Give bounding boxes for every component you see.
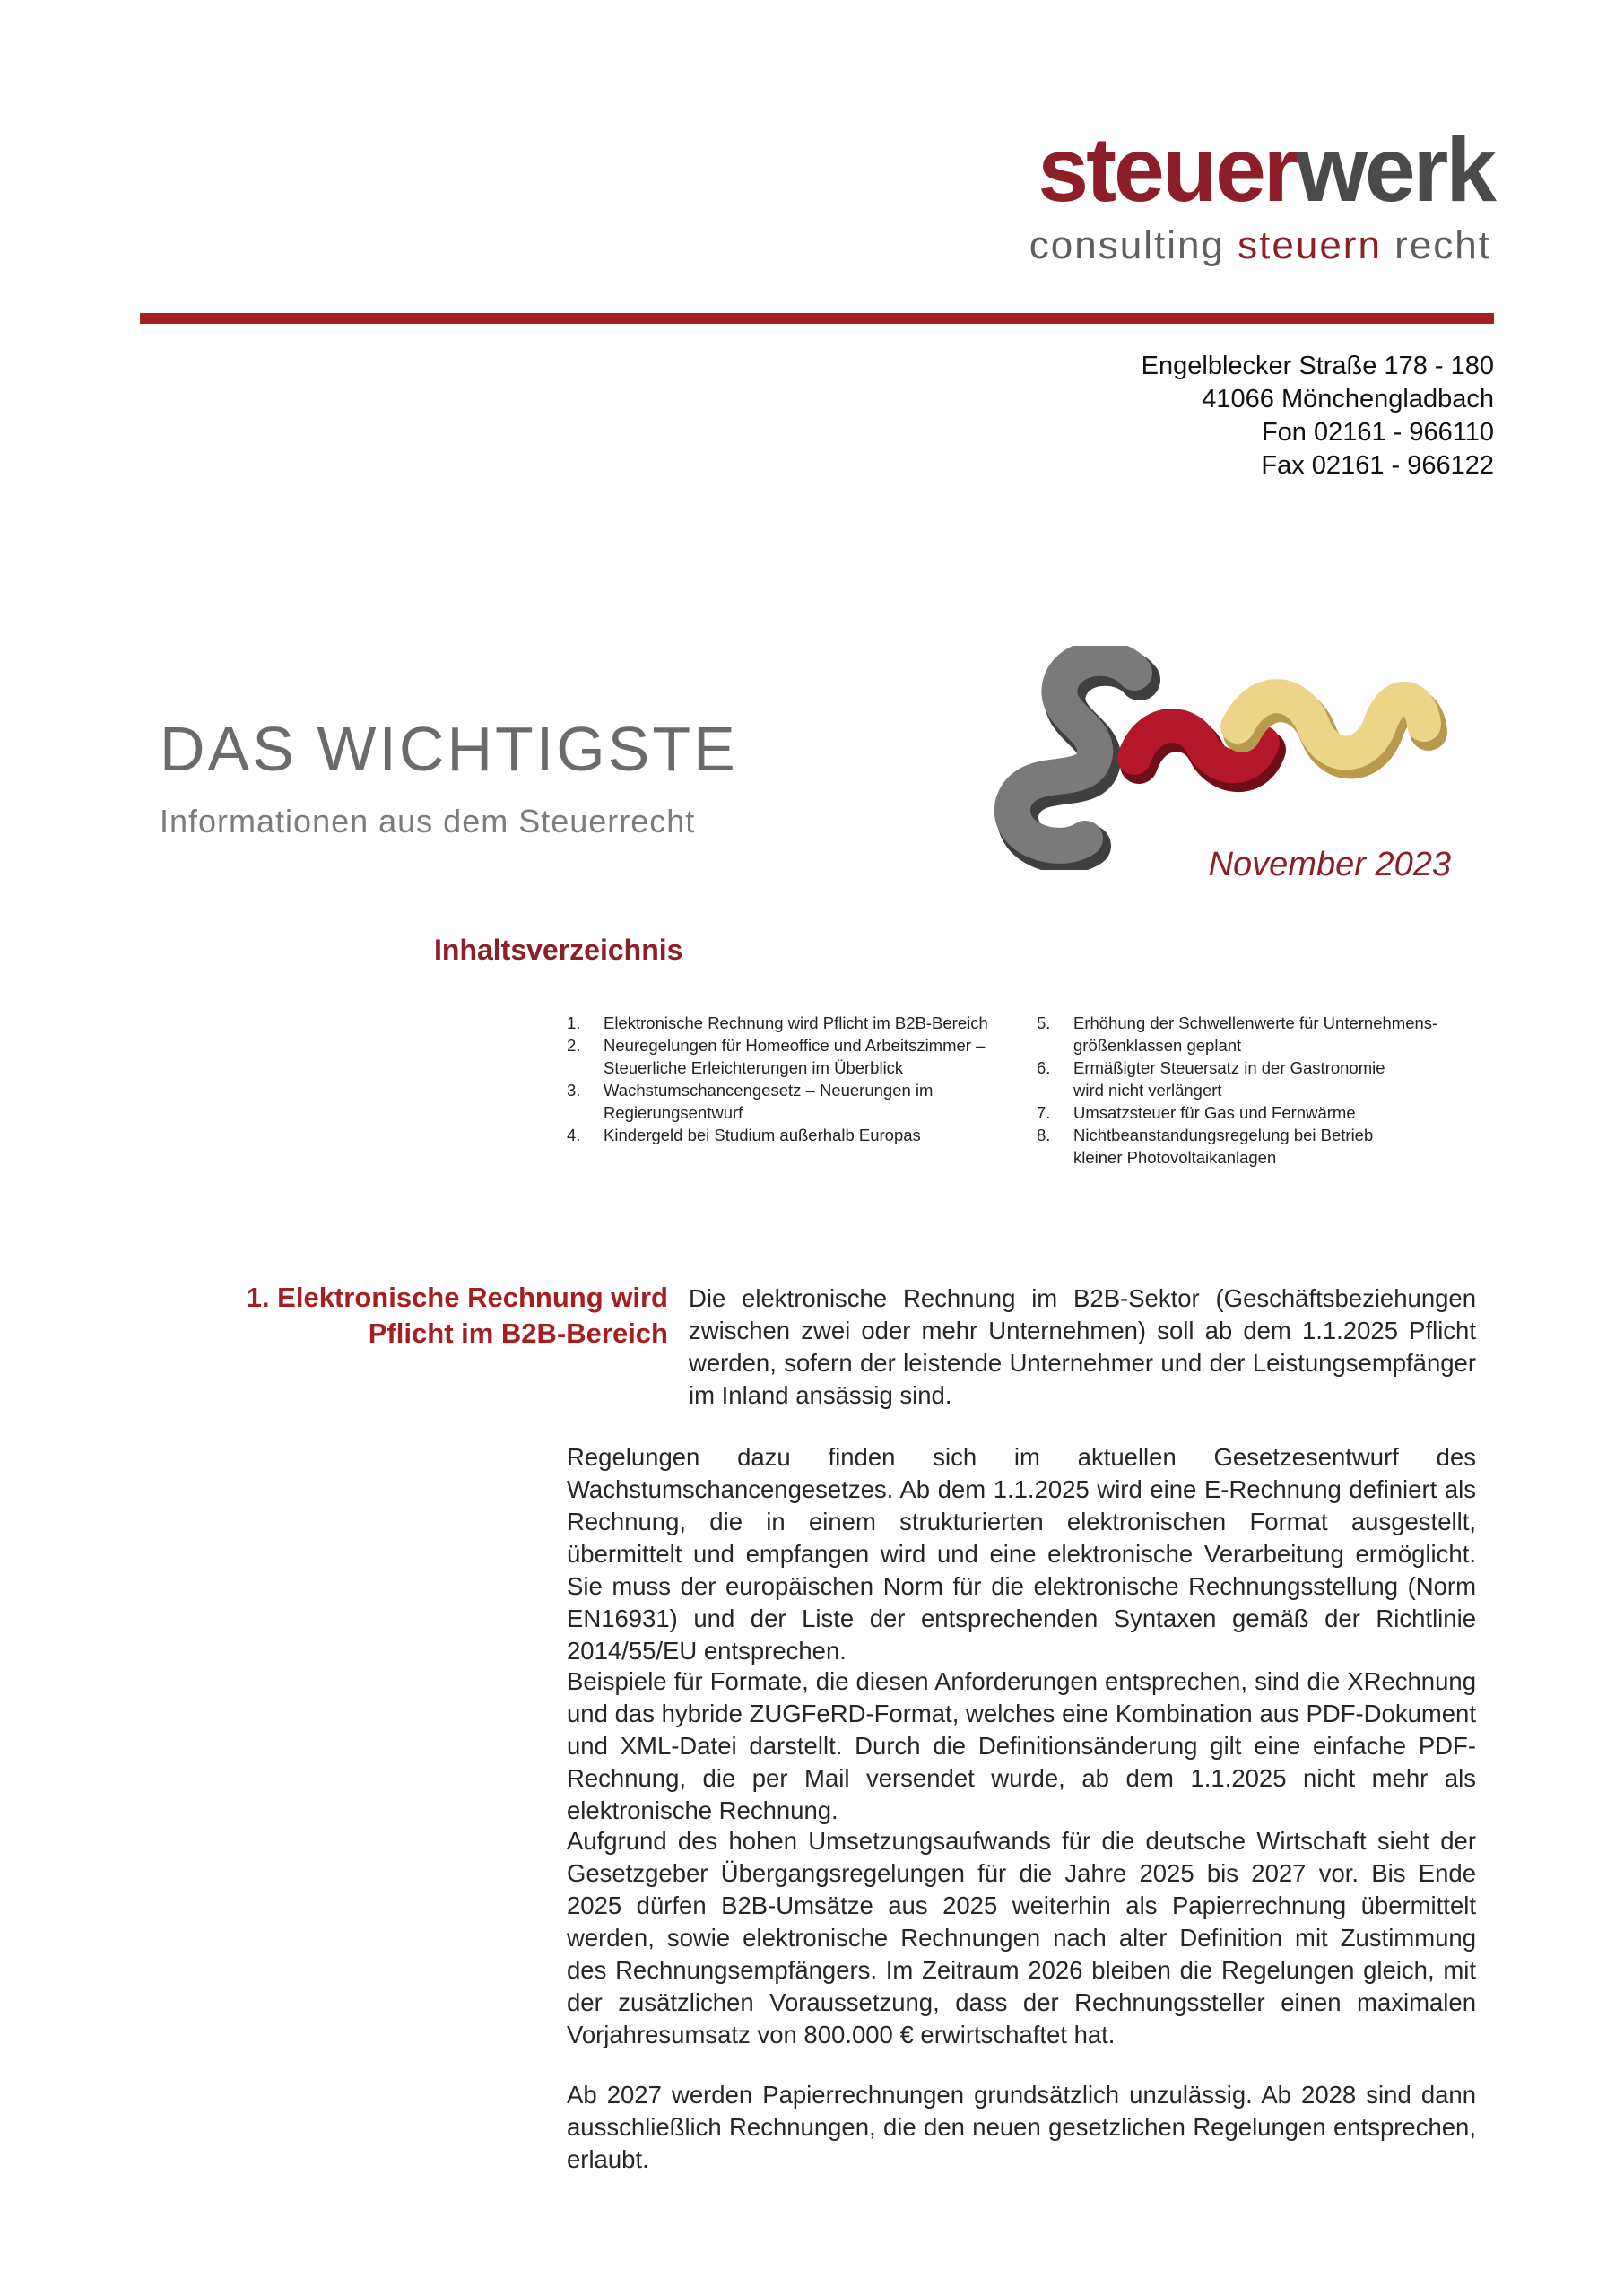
toc-item-number: 3. [567,1081,581,1100]
header-rule [140,313,1494,324]
section-heading: 1. Elektronische Rechnung wird Pflicht im B2B-Bereich [246,1282,668,1349]
toc-item-text: Ermäßigter Steuersatz in der Gastronomie wird nicht verlängert [1073,1058,1385,1100]
toc-item-number: 1. [567,1013,581,1032]
address-fax: Fax 02161 - 966122 [1261,451,1494,480]
toc-item[interactable] [1037,1101,1494,1124]
toc-item-text: Wachstumschancengesetz – Neuerungen im Regierungsentwurf [604,1081,934,1122]
section-paragraph: Ab 2027 werden Papierrechnungen grundsätzlich unzulässig. Ab 2028 sind dann ausschließlich Rechnungen, die den neuen gesetzlichen Regelungen entsprechen, erlaubt. [567,2081,1476,2173]
toc-column-left [567,1012,1020,1146]
toc-item-number: 5. [1037,1013,1051,1032]
toc-item-text: Nichtbeanstandungsregelung bei Betrieb kleiner Photovoltaikanlagen [1073,1126,1374,1167]
logo [1038,118,1494,221]
toc-item-number: 7. [1037,1103,1051,1122]
toc-item[interactable] [567,1034,1020,1079]
toc-item-number: 2. [567,1036,581,1055]
toc-item[interactable] [567,1012,1020,1034]
logo-tag-steuern: steuern [1238,223,1382,267]
toc-item-number: 6. [1037,1058,1051,1077]
issue-date: November 2023 [1208,846,1451,883]
logo-tag-consulting: consulting [1029,223,1225,267]
toc-item[interactable] [1037,1057,1494,1101]
toc-item-text: Elektronische Rechnung wird Pflicht im B2B-Bereich [604,1013,988,1032]
toc-column-right [1037,1012,1494,1169]
logo-tagline [1029,223,1491,267]
section-paragraph: Beispiele für Formate, die diesen Anforderungen entsprechen, sind die XRechnung und das hybride ZUGFeRD-Format, welches eine Kombination aus PDF-Dokument und XML-Datei darstellt. Durch die Definitionsänderung gilt eine einfache PDF-Rechnung, die per Mail versendet wurde, ab dem 1.1.2025 nicht mehr als elektronische Rechnung. [567,1667,1476,1824]
logo-werk: werk [1296,118,1494,221]
toc-item[interactable] [1037,1124,1494,1169]
section-paragraph: Regelungen dazu finden sich im aktuellen Gesetzesentwurf des Wachstumschancengesetzes. Ab dem 1.1.2025 wird eine E-Rechnung definiert als Rechnung, die in einem strukturierten elektronischen Format ausgestellt, übermittelt und empfangen wird und eine elektronische Verarbeitung ermöglicht. Sie muss der europäischen Norm für die elektronische Rechnungsstellung (Norm EN16931) und der Liste der entsprechenden Syntaxen gemäß der Richtlinie 2014/55/EU entsprechen. [567,1443,1476,1665]
toc-item[interactable] [567,1079,1020,1124]
section-paragraph: Aufgrund des hohen Umsetzungsaufwands für die deutsche Wirtschaft sieht der Gesetzgeber Übergangsregelungen für die Jahre 2025 bis 2027 vor. Bis Ende 2025 dürfen B2B-Umsätze aus 2025 weiterhin als Papierrechnung übermittelt werden, sowie elektronische Rechnungen nach alter Definition mit Zustimmung des Rechnungsempfängers. Im Zeitraum 2026 bleiben die Regelungen gleich, mit der zusätzlichen Voraussetzung, dass der Rechnungssteller einen maximalen Vorjahresumsatz von 800.000 € erwirtschaftet hat. [567,1827,1476,2048]
toc-item-text: Kindergeld bei Studium außerhalb Europas [604,1126,921,1144]
address-phone: Fon 02161 - 966110 [1261,418,1494,447]
toc-item-text: Erhöhung der Schwellenwerte für Unternehmens- größenklassen geplant [1073,1013,1438,1055]
newsletter-title: DAS WICHTIGSTE [160,714,738,784]
toc-item-number: 8. [1037,1126,1051,1144]
toc-item-number: 4. [567,1126,581,1144]
toc-heading: Inhaltsverzeichnis [434,934,683,966]
logo-steuer: steuer [1038,118,1297,221]
toc-item-text: Neuregelungen für Homeoffice und Arbeitszimmer – Steuerliche Erleichterungen im Überblick [604,1036,986,1077]
section-paragraph: Die elektronische Rechnung im B2B-Sektor (Geschäftsbeziehungen zwischen zwei oder mehr Unternehmen) soll ab dem 1.1.2025 Pflicht werden, sofern der leistende Unternehmer und der Leistungsempfänger im Inland ansässig sind. [689,1284,1476,1409]
logo-tag-recht: recht [1394,223,1491,267]
newsletter-subtitle: Informationen aus dem Steuerrecht [160,803,696,839]
address-street: Engelblecker Straße 178 - 180 [1141,352,1494,380]
address-city: 41066 Mönchengladbach [1202,385,1494,413]
toc-item-text: Umsatzsteuer für Gas und Fernwärme [1073,1103,1356,1122]
toc-item[interactable] [1037,1012,1494,1057]
address-block [1142,350,1494,483]
toc-item[interactable] [567,1124,1020,1146]
paragraph-symbols-graphic [933,646,1462,870]
